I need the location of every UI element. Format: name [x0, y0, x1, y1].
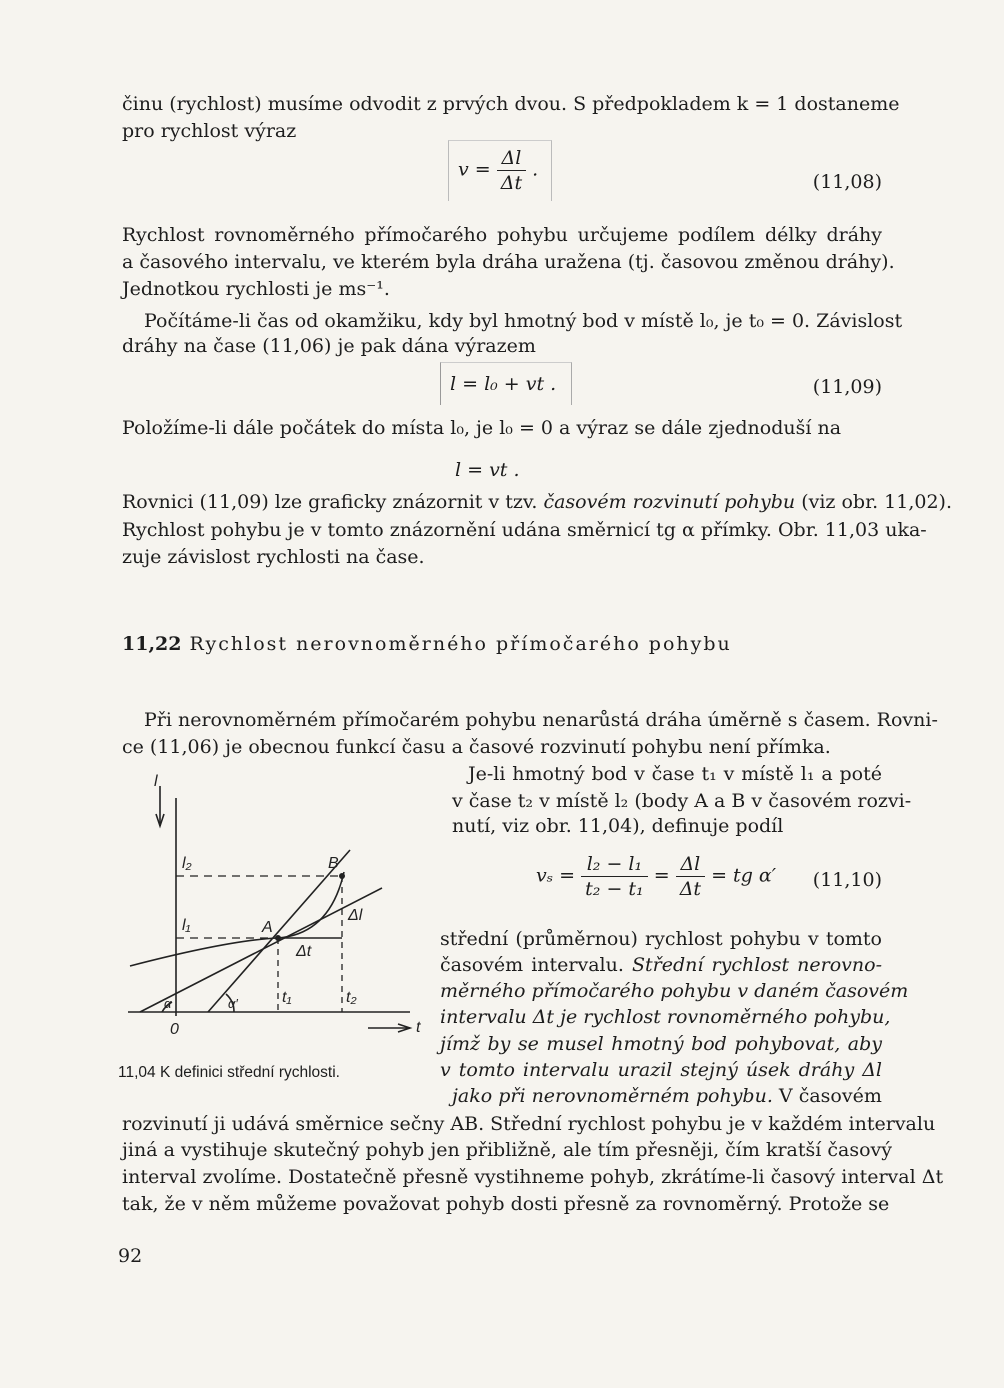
denominator: Δt: [500, 172, 523, 194]
text-line: v čase t₂ v místě l₂ (body A a B v časovém rozvi-: [452, 790, 912, 812]
equation-number: (11,09): [812, 376, 882, 398]
fraction: [581, 852, 648, 901]
text-line: [440, 953, 882, 977]
eq-sign: =: [653, 864, 670, 887]
equation-11-10: [536, 852, 776, 901]
figure-caption: 11,04 K definici střední rychlosti.: [118, 1064, 340, 1081]
text-line: Rychlost rovnoměrného přímočarého pohybu určujeme podílem délky dráhy: [122, 224, 882, 246]
label-alpha-prime: α′: [228, 996, 238, 1011]
text-line-italic: intervalu Δt je rychlost rovnoměrného pohybu,: [440, 1006, 891, 1028]
fraction: [497, 146, 526, 195]
text-line: Počítáme-li čas od okamžiku, kdy byl hmotný bod v místě l₀, je t₀ = 0. Závislost: [144, 310, 903, 332]
label-t1: t₁: [282, 989, 292, 1006]
text-line: Jednotkou rychlosti je ms⁻¹.: [122, 278, 390, 300]
equation-11-09: l = l₀ + vt .: [450, 373, 557, 395]
text-line: [452, 1084, 882, 1108]
text-line: ce (11,06) je obecnou funkcí času a časové rozvinutí pohybu není přímka.: [122, 736, 831, 758]
fraction: [676, 852, 705, 901]
denominator: t₂ − t₁: [585, 878, 644, 900]
equation-simple: l = vt .: [455, 459, 520, 481]
text-line: činu (rychlost) musíme odvodit z prvých dvou. S předpokladem k = 1 dostaneme: [122, 93, 900, 115]
equation-11-08: [458, 146, 538, 195]
text-line-italic: v tomto intervalu urazil stejný úsek dráhy Δl: [440, 1059, 882, 1081]
eq-rhs: = tg α′: [711, 864, 777, 887]
text-line-italic: jímž by se musel hmotný bod pohybovat, aby: [440, 1033, 882, 1055]
text-line: Při nerovnoměrném přímočarém pohybu nenarůstá dráha úměrně s časem. Rovni-: [144, 709, 938, 731]
text-span: Rovnici (11,09) lze graficky znázornit v tzv.: [122, 491, 544, 513]
text-line: dráhy na čase (11,06) je pak dána výrazem: [122, 335, 536, 357]
text-span-italic: časovém rozvinutí pohybu: [543, 491, 796, 513]
text-line: střední (průměrnou) rychlost pohybu v tomto: [440, 928, 882, 950]
secant-line: [208, 850, 350, 1012]
text-line: rozvinutí ji udává směrnice sečny AB. Střední rychlost pohybu je v každém intervalu: [122, 1113, 936, 1135]
text-span: (viz obr. 11,02).: [795, 491, 953, 513]
label-alpha: α: [164, 996, 172, 1011]
page-number: 92: [118, 1245, 143, 1267]
motion-curve: [130, 872, 344, 966]
eq-tail: .: [532, 158, 539, 181]
section-number: 11,22: [122, 633, 182, 655]
text-line-italic: měrného přímočarého pohybu v daném časovém: [440, 980, 909, 1002]
text-line: Položíme-li dále počátek do místa l₀, je l₀ = 0 a výraz se dále zjednoduší na: [122, 417, 842, 439]
label-l1: l₁: [182, 917, 191, 934]
equation-number: (11,08): [812, 171, 882, 193]
label-B: B: [328, 855, 339, 872]
text-line: a časového intervalu, ve kterém byla dráha uražena (tj. časovou změnou dráhy).: [122, 251, 895, 273]
section-heading: [122, 633, 732, 655]
text-line: Je-li hmotný bod v čase t₁ v místě l₁ a poté: [468, 763, 882, 785]
numerator: Δl: [497, 146, 526, 171]
point-A: [275, 935, 281, 941]
numerator: l₂ − l₁: [581, 852, 648, 877]
eq-lhs: vₛ =: [536, 864, 576, 887]
denominator: Δt: [679, 878, 702, 900]
text-line: tak, že v něm můžeme považovat pohyb dosti přesně za rovnoměrný. Protože se: [122, 1193, 890, 1215]
text-span: V časovém: [772, 1085, 882, 1107]
text-span-italic: Střední rychlost nerovno-: [631, 954, 882, 976]
label-origin: 0: [170, 1021, 179, 1038]
text-span: časovém intervalu.: [440, 954, 632, 976]
text-line: pro rychlost výraz: [122, 120, 297, 142]
point-B: [339, 873, 345, 879]
text-span-italic: jako při nerovnoměrném pohybu.: [452, 1085, 773, 1107]
label-dt: Δt: [296, 943, 312, 960]
label-dl: Δl: [348, 907, 363, 924]
label-t2: t₂: [346, 989, 357, 1006]
label-l: l: [154, 773, 158, 790]
text-line: [122, 490, 953, 514]
text-line: nutí, viz obr. 11,04), definuje podíl: [452, 815, 784, 837]
equation-number: (11,10): [812, 869, 882, 891]
numerator: Δl: [676, 852, 705, 877]
text-line: interval zvolíme. Dostatečně přesně vystihneme pohyb, zkrátíme-li časový interval Δt: [122, 1166, 944, 1188]
label-t: t: [416, 1019, 421, 1036]
label-l2: l₂: [182, 855, 192, 872]
label-A: A: [262, 919, 273, 936]
eq-lhs: v =: [458, 158, 491, 181]
text-line: zuje závislost rychlosti na čase.: [122, 546, 425, 568]
text-line: jiná a vystihuje skutečný pohyb jen přibližně, ale tím přesněji, čím kratší časový: [122, 1139, 892, 1161]
figure-11-04: [110, 770, 430, 1050]
text-line: Rychlost pohybu je v tomto znázornění udána směrnicí tg α přímky. Obr. 11,03 uka-: [122, 519, 927, 541]
section-title: Rychlost nerovnoměrného přímočarého pohybu: [189, 633, 732, 655]
